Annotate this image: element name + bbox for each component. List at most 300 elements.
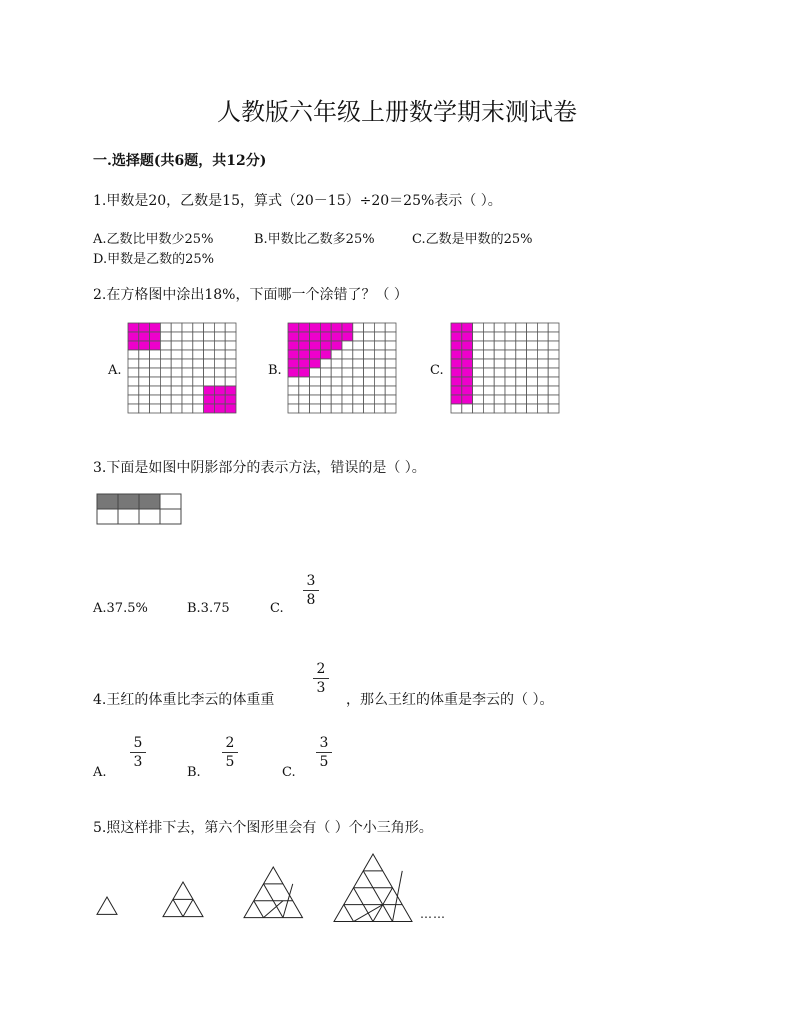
shaded-cell: [118, 494, 139, 509]
grid-cell: [193, 395, 204, 404]
grid-cell: [537, 359, 548, 368]
grid-cell: [374, 404, 385, 413]
grid-cell: [473, 404, 484, 413]
grid-figure-a: [128, 323, 236, 413]
grid-cell: [182, 332, 193, 341]
blank-cell: [97, 509, 118, 524]
shaded-cell: [288, 332, 299, 341]
shaded-cell: [225, 386, 236, 395]
grid-cell: [505, 332, 516, 341]
blank-cell: [160, 509, 181, 524]
shaded-cell: [139, 332, 150, 341]
grid-cell: [160, 368, 171, 377]
grid-cell: [483, 359, 494, 368]
fraction-denominator: 3: [316, 680, 326, 696]
grid-cell: [505, 386, 516, 395]
grid-cell: [160, 341, 171, 350]
grid-cell: [527, 332, 538, 341]
grid-cell: [516, 323, 527, 332]
grid-cell: [364, 404, 375, 413]
grid-cell: [385, 395, 396, 404]
grid-cell: [331, 368, 342, 377]
grid-cell: [537, 350, 548, 359]
shaded-cell: [299, 323, 310, 332]
grid-cell: [182, 350, 193, 359]
question-2-label-a: A.: [108, 363, 122, 378]
question-3-fraction: [303, 573, 319, 608]
question-5-text: 5.照这样排下去，第六个图形里会有（ ）个小三角形。: [93, 820, 433, 836]
grid-cell: [160, 332, 171, 341]
shaded-cell: [462, 359, 473, 368]
blank-cell: [139, 509, 160, 524]
grid-cell: [193, 368, 204, 377]
page-title: 人教版六年级上册数学期末测试卷: [217, 98, 577, 126]
shaded-cell: [288, 368, 299, 377]
fraction-numerator: 5: [133, 735, 143, 751]
grid-cell: [193, 332, 204, 341]
shaded-cell: [204, 386, 215, 395]
grid-cell: [353, 377, 364, 386]
grid-cell: [288, 395, 299, 404]
grid-cell: [204, 368, 215, 377]
grid-line: [264, 901, 284, 918]
grid-cell: [364, 341, 375, 350]
grid-cell: [473, 377, 484, 386]
shaded-cell: [462, 386, 473, 395]
shaded-cell: [320, 332, 331, 341]
grid-cell: [483, 350, 494, 359]
shaded-cell: [128, 323, 139, 332]
shaded-cell: [225, 404, 236, 413]
section-heading: 一.选择题(共6题，共12分): [93, 153, 267, 169]
grid-cell: [193, 404, 204, 413]
shaded-cell: [288, 341, 299, 350]
grid-cell: [139, 350, 150, 359]
grid-cell: [537, 341, 548, 350]
shaded-cell: [214, 395, 225, 404]
grid-cell: [374, 350, 385, 359]
shaded-cell: [150, 341, 161, 350]
question-3-option-a: A.37.5%: [93, 601, 148, 616]
grid-cell: [353, 332, 364, 341]
grid-line: [344, 905, 354, 922]
grid-cell: [320, 368, 331, 377]
grid-cell: [160, 395, 171, 404]
grid-cell: [225, 368, 236, 377]
shaded-cell: [97, 494, 118, 509]
grid-cell: [342, 350, 353, 359]
shaded-cell: [451, 359, 462, 368]
grid-cell: [182, 323, 193, 332]
blank-cell: [118, 509, 139, 524]
shaded-cell: [310, 350, 321, 359]
grid-cell: [473, 386, 484, 395]
grid-cell: [473, 332, 484, 341]
grid-cell: [128, 368, 139, 377]
grid-cell: [353, 395, 364, 404]
question-2-label-b: B.: [268, 363, 282, 378]
grid-cell: [128, 377, 139, 386]
fraction-denominator: 8: [306, 592, 316, 608]
grid-cell: [548, 350, 559, 359]
grid-cell: [171, 368, 182, 377]
question-4-option-b-fraction: [222, 735, 238, 770]
grid-cell: [516, 350, 527, 359]
shaded-cell: [299, 350, 310, 359]
grid-cell: [505, 404, 516, 413]
grid-cell: [364, 386, 375, 395]
grid-cell: [548, 404, 559, 413]
grid-cell: [225, 341, 236, 350]
grid-cell: [310, 395, 321, 404]
question-1-text: 1.甲数是20，乙数是15，算式（20－15）÷20＝25%表示（ ）。: [93, 193, 502, 209]
shaded-cell: [451, 332, 462, 341]
grid-cell: [548, 341, 559, 350]
grid-cell: [483, 386, 494, 395]
shaded-cell: [288, 359, 299, 368]
grid-cell: [288, 386, 299, 395]
grid-cell: [516, 332, 527, 341]
grid-cell: [204, 359, 215, 368]
shaded-cell: [331, 323, 342, 332]
grid-cell: [128, 386, 139, 395]
grid-cell: [310, 404, 321, 413]
shaded-cell: [451, 350, 462, 359]
grid-cell: [299, 377, 310, 386]
grid-cell: [171, 332, 182, 341]
grid-cell: [331, 350, 342, 359]
grid-cell: [331, 377, 342, 386]
grid-cell: [505, 359, 516, 368]
grid-cell: [527, 404, 538, 413]
shaded-cell: [451, 377, 462, 386]
grid-cell: [374, 341, 385, 350]
grid-cell: [537, 377, 548, 386]
grid-cell: [214, 368, 225, 377]
grid-cell: [516, 395, 527, 404]
shaded-cell: [150, 332, 161, 341]
grid-cell: [473, 395, 484, 404]
triangle-figure-2: [163, 882, 205, 914]
grid-line: [183, 899, 193, 916]
grid-cell: [537, 332, 548, 341]
question-4-option-c: C.: [282, 765, 296, 780]
question-4-option-c-fraction: [316, 735, 332, 770]
grid-cell: [537, 323, 548, 332]
shaded-cell: [225, 395, 236, 404]
grid-cell: [128, 359, 139, 368]
shaded-cell: [310, 323, 321, 332]
outer-triangle: [244, 867, 303, 918]
grid-cell: [139, 377, 150, 386]
question-1-option-c: C.乙数是甲数的25%: [412, 232, 533, 247]
fraction-numerator: 3: [319, 735, 329, 751]
shaded-cell: [214, 404, 225, 413]
grid-cell: [331, 359, 342, 368]
grid-cell: [171, 404, 182, 413]
grid-cell: [342, 386, 353, 395]
shaded-cell: [462, 368, 473, 377]
grid-cell: [385, 341, 396, 350]
grid-cell: [342, 368, 353, 377]
shaded-cell: [462, 395, 473, 404]
fraction-denominator: 5: [319, 754, 329, 770]
shaded-cell: [204, 404, 215, 413]
grid-cell: [494, 341, 505, 350]
grid-cell: [527, 386, 538, 395]
grid-cell: [505, 368, 516, 377]
grid-cell: [462, 404, 473, 413]
blank-cell: [160, 494, 181, 509]
grid-cell: [483, 323, 494, 332]
grid-cell: [374, 368, 385, 377]
shaded-cell: [139, 341, 150, 350]
grid-cell: [182, 359, 193, 368]
question-1-option-b: B.甲数比乙数多25%: [254, 232, 375, 247]
grid-cell: [204, 341, 215, 350]
grid-cell: [353, 350, 364, 359]
grid-cell: [374, 395, 385, 404]
grid-cell: [214, 332, 225, 341]
shaded-cell: [451, 323, 462, 332]
shaded-rectangle-figure: [97, 494, 181, 524]
question-2-text: 2.在方格图中涂出18%，下面哪一个涂错了？（ ）: [93, 287, 408, 303]
grid-cell: [353, 359, 364, 368]
grid-cell: [483, 395, 494, 404]
grid-cell: [299, 395, 310, 404]
grid-cell: [225, 323, 236, 332]
grid-cell: [171, 323, 182, 332]
grid-cell: [537, 404, 548, 413]
grid-cell: [310, 377, 321, 386]
grid-cell: [385, 332, 396, 341]
grid-cell: [516, 368, 527, 377]
question-2-label-c: C.: [430, 363, 444, 378]
shaded-cell: [462, 377, 473, 386]
grid-cell: [150, 386, 161, 395]
grid-cell: [171, 359, 182, 368]
grid-cell: [385, 404, 396, 413]
grid-cell: [374, 323, 385, 332]
grid-cell: [494, 386, 505, 395]
grid-cell: [527, 359, 538, 368]
shaded-cell: [204, 395, 215, 404]
question-4-fraction: [313, 661, 329, 696]
grid-cell: [385, 350, 396, 359]
grid-cell: [483, 341, 494, 350]
grid-cell: [527, 377, 538, 386]
grid-cell: [225, 332, 236, 341]
triangle-figure-4: [334, 854, 412, 914]
grid-cell: [182, 404, 193, 413]
grid-cell: [320, 359, 331, 368]
grid-cell: [225, 350, 236, 359]
grid-cell: [527, 341, 538, 350]
grid-line: [393, 871, 403, 922]
grid-cell: [171, 341, 182, 350]
grid-cell: [364, 377, 375, 386]
grid-cell: [288, 404, 299, 413]
shaded-cell: [299, 359, 310, 368]
grid-cell: [182, 377, 193, 386]
grid-cell: [128, 404, 139, 413]
grid-cell: [342, 377, 353, 386]
grid-cell: [364, 368, 375, 377]
grid-cell: [473, 323, 484, 332]
grid-line: [173, 899, 183, 916]
grid-cell: [150, 395, 161, 404]
grid-cell: [537, 395, 548, 404]
grid-cell: [128, 350, 139, 359]
grid-cell: [214, 323, 225, 332]
grid-cell: [548, 359, 559, 368]
shaded-cell: [320, 323, 331, 332]
grid-cell: [320, 395, 331, 404]
grid-cell: [160, 377, 171, 386]
grid-cell: [139, 368, 150, 377]
grid-cell: [548, 395, 559, 404]
shaded-cell: [451, 341, 462, 350]
grid-cell: [150, 368, 161, 377]
grid-cell: [128, 395, 139, 404]
question-4-text-after: ，那么王红的体重是李云的（ ）。: [346, 692, 554, 708]
shaded-cell: [462, 350, 473, 359]
fraction-numerator: 3: [306, 573, 316, 589]
grid-cell: [527, 368, 538, 377]
grid-cell: [505, 341, 516, 350]
triangle-figure-1: [97, 897, 119, 914]
grid-cell: [182, 368, 193, 377]
grid-cell: [505, 377, 516, 386]
shaded-cell: [451, 368, 462, 377]
grid-cell: [548, 377, 559, 386]
grid-cell: [310, 368, 321, 377]
question-3-text: 3.下面是如图中阴影部分的表示方法，错误的是（ ）。: [93, 460, 426, 476]
grid-cell: [364, 350, 375, 359]
grid-cell: [494, 368, 505, 377]
grid-cell: [494, 395, 505, 404]
grid-cell: [288, 377, 299, 386]
shaded-cell: [150, 323, 161, 332]
grid-cell: [364, 332, 375, 341]
shaded-cell: [288, 350, 299, 359]
grid-cell: [364, 359, 375, 368]
grid-cell: [374, 359, 385, 368]
shaded-cell: [310, 332, 321, 341]
grid-cell: [385, 323, 396, 332]
grid-cell: [182, 395, 193, 404]
grid-cell: [385, 359, 396, 368]
shaded-cell: [139, 323, 150, 332]
grid-cell: [516, 404, 527, 413]
shaded-cell: [451, 386, 462, 395]
fraction-denominator: 3: [133, 754, 143, 770]
grid-cell: [320, 377, 331, 386]
grid-cell: [204, 323, 215, 332]
grid-cell: [214, 359, 225, 368]
grid-figure-b: [288, 323, 396, 413]
grid-cell: [342, 395, 353, 404]
grid-cell: [160, 404, 171, 413]
grid-cell: [385, 377, 396, 386]
question-4-option-a-fraction: [130, 735, 146, 770]
grid-cell: [193, 377, 204, 386]
grid-cell: [150, 404, 161, 413]
grid-cell: [505, 350, 516, 359]
grid-cell: [182, 386, 193, 395]
grid-cell: [483, 332, 494, 341]
grid-cell: [320, 386, 331, 395]
shaded-cell: [331, 332, 342, 341]
grid-cell: [204, 377, 215, 386]
grid-cell: [160, 359, 171, 368]
grid-cell: [527, 350, 538, 359]
question-3-option-c: C.: [270, 601, 284, 616]
grid-cell: [204, 332, 215, 341]
grid-cell: [225, 359, 236, 368]
fraction-numerator: 2: [225, 735, 235, 751]
shaded-cell: [342, 323, 353, 332]
shaded-cell: [320, 341, 331, 350]
grid-cell: [193, 323, 204, 332]
grid-cell: [505, 323, 516, 332]
shaded-cell: [462, 332, 473, 341]
question-4-option-b: B.: [187, 765, 201, 780]
shaded-cell: [139, 494, 160, 509]
grid-cell: [473, 368, 484, 377]
grid-cell: [299, 404, 310, 413]
grid-cell: [214, 341, 225, 350]
grid-cell: [193, 386, 204, 395]
shaded-cell: [128, 332, 139, 341]
question-1-option-a: A.乙数比甲数少25%: [93, 232, 214, 247]
question-4-option-a: A.: [93, 765, 107, 780]
grid-cell: [473, 341, 484, 350]
grid-cell: [364, 395, 375, 404]
grid-cell: [494, 404, 505, 413]
shaded-cell: [299, 332, 310, 341]
grid-cell: [548, 386, 559, 395]
grid-cell: [385, 386, 396, 395]
grid-cell: [182, 341, 193, 350]
grid-cell: [342, 341, 353, 350]
question-1-option-d: D.甲数是乙数的25%: [93, 252, 214, 267]
shaded-cell: [331, 341, 342, 350]
grid-cell: [171, 386, 182, 395]
grid-cell: [494, 377, 505, 386]
grid-cell: [516, 377, 527, 386]
grid-cell: [160, 386, 171, 395]
grid-cell: [353, 323, 364, 332]
grid-cell: [160, 323, 171, 332]
shaded-cell: [310, 359, 321, 368]
grid-cell: [537, 368, 548, 377]
grid-cell: [505, 395, 516, 404]
shaded-cell: [128, 341, 139, 350]
shaded-cell: [214, 386, 225, 395]
shaded-cell: [310, 341, 321, 350]
ellipsis: ……: [420, 907, 446, 921]
fraction-numerator: 2: [316, 661, 326, 677]
grid-cell: [150, 359, 161, 368]
grid-cell: [353, 341, 364, 350]
shaded-cell: [462, 341, 473, 350]
grid-cell: [139, 395, 150, 404]
grid-cell: [150, 350, 161, 359]
shaded-cell: [342, 332, 353, 341]
grid-cell: [516, 386, 527, 395]
grid-cell: [150, 377, 161, 386]
